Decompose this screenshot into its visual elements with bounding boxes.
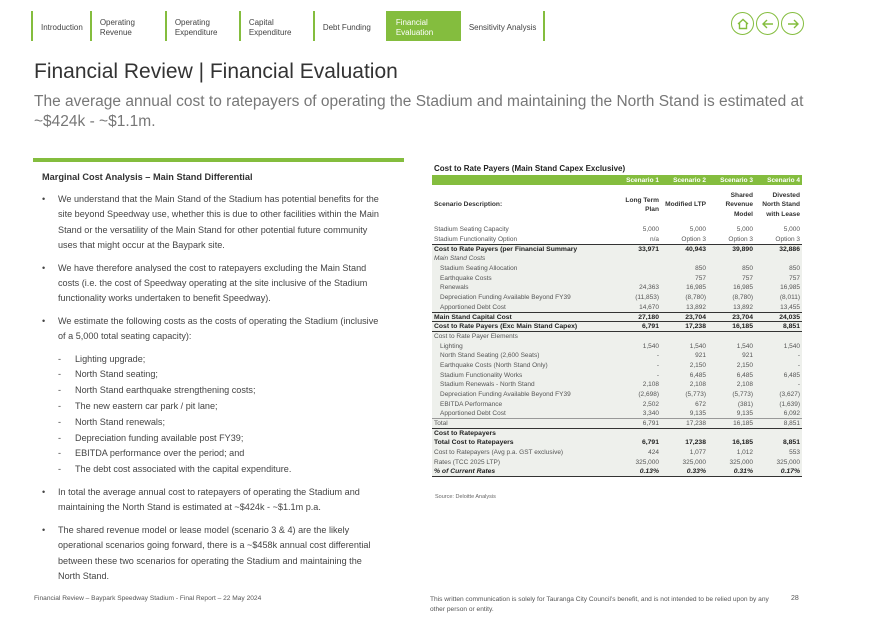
- cell: [614, 428, 661, 438]
- row-label: EBITDA Performance: [432, 399, 614, 409]
- cell: 1,540: [708, 341, 755, 351]
- tab-sensitivity-analysis[interactable]: Sensitivity Analysis: [459, 11, 546, 41]
- tab-financial-evaluation[interactable]: Financial Evaluation: [386, 11, 459, 41]
- cell: 6,485: [708, 370, 755, 380]
- cost-table: [432, 175, 802, 477]
- cell: 757: [755, 273, 802, 283]
- table-row: [432, 264, 802, 274]
- arrow-right-icon[interactable]: [781, 12, 804, 35]
- cell: -: [614, 370, 661, 380]
- cell: 921: [661, 351, 708, 361]
- cell: 8,851: [755, 438, 802, 448]
- cell: 921: [708, 351, 755, 361]
- cell: [614, 273, 661, 283]
- cell: 16,985: [708, 283, 755, 293]
- cell: 9,135: [708, 409, 755, 419]
- cell: 424: [614, 448, 661, 458]
- tab-operating-revenue[interactable]: Operating Revenue: [90, 11, 165, 41]
- cell: Option 3: [681, 235, 706, 243]
- row-label: % of Current Rates: [432, 467, 614, 477]
- analysis-text: [42, 192, 382, 591]
- cell: 1,012: [708, 448, 755, 458]
- cell: (8,011): [755, 293, 802, 303]
- section-nav: [31, 11, 545, 41]
- row-label: Main Stand Capital Cost: [432, 312, 614, 322]
- cell: -: [614, 351, 661, 361]
- cell: 16,185: [708, 322, 755, 332]
- home-icon[interactable]: [731, 12, 754, 35]
- arrow-left-icon[interactable]: [756, 12, 779, 35]
- cell: 6,791: [614, 322, 661, 332]
- table-row: [432, 312, 802, 322]
- cell: 5,000: [736, 226, 753, 234]
- cell: 672: [661, 399, 708, 409]
- page-subtitle: The average annual cost to ratepayers of operating the Stadium and maintaining the North Stand is estimated at ~$424k - ~$1.1m.: [34, 93, 804, 130]
- cell: [614, 332, 661, 342]
- source-note: Source: Deloitte Analysis: [435, 494, 496, 500]
- cell: 17,238: [661, 322, 708, 332]
- table-row: [432, 244, 802, 254]
- row-label: Depreciation Funding Available Beyond FY39: [432, 390, 614, 400]
- cell: 0.13%: [614, 467, 661, 477]
- cell: 5,000: [783, 226, 800, 234]
- cell: 757: [708, 273, 755, 283]
- bullet-point: • The shared revenue model or lease model (scenario 3 & 4) are the likely operational scenarios going forward, there is a ~$458k annual cost differential between these two scenarios for operating the Stadium and maintaining the North Stand.: [42, 523, 382, 585]
- cell: [755, 254, 802, 264]
- cell: 2,502: [614, 399, 661, 409]
- cell: -: [755, 361, 802, 371]
- cell: 325,000: [755, 458, 802, 468]
- table-row: [432, 351, 802, 361]
- row-label: Lighting: [432, 341, 614, 351]
- cell: 5,000: [689, 226, 706, 234]
- header-cell: Scenario 3: [708, 175, 755, 185]
- table-row: [432, 448, 802, 458]
- table-row: [432, 303, 802, 313]
- page-number: 28: [791, 595, 799, 602]
- section-heading: Marginal Cost Analysis – Main Stand Differential: [42, 172, 253, 182]
- row-label: Main Stand Costs: [432, 254, 614, 264]
- list-item: - North Stand earthquake strengthening costs;: [58, 383, 382, 399]
- cell: 16,185: [708, 419, 755, 429]
- cell: 325,000: [661, 458, 708, 468]
- cell: 17,238: [661, 419, 708, 429]
- cell: 757: [661, 273, 708, 283]
- row-label: Apportioned Debt Cost: [432, 409, 614, 419]
- cell: 9,135: [661, 409, 708, 419]
- footer-title: Financial Review – Baypark Speedway Stadium - Final Report – 22 May 2024: [34, 595, 262, 602]
- table-row: [432, 419, 802, 429]
- list-item: - The new eastern car park / pit lane;: [58, 399, 382, 415]
- row-label: Stadium Functionality Option: [434, 235, 518, 243]
- cell: 40,943: [661, 244, 708, 254]
- cell: 2,108: [661, 380, 708, 390]
- description-row: [432, 185, 802, 225]
- cell: 8,851: [755, 322, 802, 332]
- cell: (5,773): [708, 390, 755, 400]
- tab-capital-expenditure[interactable]: Capital Expenditure: [239, 11, 313, 41]
- table-row: [432, 225, 802, 235]
- table-header-row: [432, 175, 802, 185]
- bullet-point: • In total the average annual cost to ratepayers of operating the Stadium and maintaining the North Stand is estimated at ~$424k - ~$1.1m p.a.: [42, 485, 382, 516]
- cell: 2,150: [708, 361, 755, 371]
- table-row: [432, 409, 802, 419]
- cell: 8,851: [755, 419, 802, 429]
- cell: 6,092: [755, 409, 802, 419]
- cell: [755, 332, 802, 342]
- cell: 0.31%: [708, 467, 755, 477]
- list-item: - The debt cost associated with the capital expenditure.: [58, 462, 382, 478]
- row-label: Cost to Ratepayers (Avg p.a. GST exclusive): [432, 448, 614, 458]
- cell: 325,000: [614, 458, 661, 468]
- tab-debt-funding[interactable]: Debt Funding: [313, 11, 386, 41]
- table-row: [432, 428, 802, 438]
- cell: 2,150: [661, 361, 708, 371]
- footer-disclaimer: This written communication is solely for Tauranga City Council’s benefit, and is not intended to be relied upon by any other person or entity.: [430, 596, 769, 613]
- row-label: Scenario Description:: [434, 201, 503, 209]
- cell: Shared Revenue Model: [725, 192, 753, 218]
- cell: 16,985: [755, 283, 802, 293]
- cell: 6,791: [614, 419, 661, 429]
- cell: 13,455: [755, 303, 802, 313]
- cell: (8,780): [708, 293, 755, 303]
- list-item: - Depreciation funding available post FY39;: [58, 431, 382, 447]
- cell: Option 3: [728, 235, 753, 243]
- section-divider: [33, 158, 404, 162]
- row-label: Cost to Rate Payers (per Financial Summary: [432, 244, 614, 254]
- row-label: Cost to Rate Payers (Exc Main Stand Capex): [432, 322, 614, 332]
- cell: 6,791: [614, 438, 661, 448]
- table-row: [432, 283, 802, 293]
- row-label: Earthquake Costs: [432, 273, 614, 283]
- cell: 325,000: [708, 458, 755, 468]
- list-item: - North Stand renewals;: [58, 415, 382, 431]
- row-label: Stadium Renewals - North Stand: [432, 380, 614, 390]
- header-cell: Scenario 2: [661, 175, 708, 185]
- cell: [614, 254, 661, 264]
- table-row: [432, 322, 802, 332]
- table-row: [432, 370, 802, 380]
- cell: 13,892: [708, 303, 755, 313]
- row-label: Cost to Ratepayers: [432, 428, 614, 438]
- row-label: Stadium Seating Capacity: [434, 226, 509, 234]
- cell: 24,363: [614, 283, 661, 293]
- cell: 5,000: [642, 226, 659, 234]
- cell: [661, 254, 708, 264]
- row-label: Rates (TCC 2025 LTP): [432, 458, 614, 468]
- cell: [661, 332, 708, 342]
- cell: 32,886: [755, 244, 802, 254]
- cell: (11,853): [614, 293, 661, 303]
- cell: 39,890: [708, 244, 755, 254]
- cost-items-list: [42, 352, 382, 478]
- cell: 16,985: [661, 283, 708, 293]
- table-row: [432, 273, 802, 283]
- row-label: Stadium Functionality Works: [432, 370, 614, 380]
- cell: (3,627): [755, 390, 802, 400]
- cell: Option 3: [775, 235, 800, 243]
- row-label: Renewals: [432, 283, 614, 293]
- cell: Long Term Plan: [625, 196, 659, 213]
- cell: 850: [661, 264, 708, 274]
- table-row: [432, 399, 802, 409]
- cell: 0.17%: [755, 467, 802, 477]
- cell: 2,108: [708, 380, 755, 390]
- cell: [708, 332, 755, 342]
- page-title: Financial Review | Financial Evaluation: [34, 60, 398, 83]
- row-label: North Stand Seating (2,600 Seats): [432, 351, 614, 361]
- cell: 1,540: [614, 341, 661, 351]
- cell: 2,108: [614, 380, 661, 390]
- cell: [708, 428, 755, 438]
- cell: (8,780): [661, 293, 708, 303]
- cell: [708, 254, 755, 264]
- row-label: Cost to Rate Payer Elements: [432, 332, 614, 342]
- cell: 3,340: [614, 409, 661, 419]
- cell: 850: [708, 264, 755, 274]
- cell: 33,971: [614, 244, 661, 254]
- table-row: [432, 380, 802, 390]
- list-item: - EBITDA performance over the period; and: [58, 446, 382, 462]
- cell: 23,704: [708, 312, 755, 322]
- row-label: Earthquake Costs (North Stand Only): [432, 361, 614, 371]
- cell: n/a: [649, 235, 659, 243]
- bullet-point: • We have therefore analysed the cost to ratepayers excluding the Main Stand costs (i.e. the cost of Speedway operating at the site inclusive of the Stadium functionality works undertaken to benefit Speedway).: [42, 261, 382, 307]
- cell: 13,892: [661, 303, 708, 313]
- row-label: Total: [432, 419, 614, 429]
- nav-buttons: [731, 12, 804, 35]
- cell: 23,704: [661, 312, 708, 322]
- cell: Divested North Stand with Lease: [762, 192, 800, 218]
- list-item: - North Stand seating;: [58, 367, 382, 383]
- cell: [755, 428, 802, 438]
- cell: 1,540: [661, 341, 708, 351]
- list-item: - Lighting upgrade;: [58, 352, 382, 368]
- row-label: Total Cost to Ratepayers: [432, 438, 614, 448]
- table-row: [432, 458, 802, 468]
- bullet-point: • We estimate the following costs as the costs of operating the Stadium (inclusive of a 5,000 total seating capacity):: [42, 314, 382, 345]
- cell: 17,238: [661, 438, 708, 448]
- tab-introduction[interactable]: Introduction: [31, 11, 90, 41]
- table-row: [432, 293, 802, 303]
- cell: -: [755, 380, 802, 390]
- cell: 16,185: [708, 438, 755, 448]
- header-cell: Scenario 1: [614, 175, 661, 185]
- cell: 850: [755, 264, 802, 274]
- cell: (381): [708, 399, 755, 409]
- header-cell: Scenario 4: [755, 175, 802, 185]
- cell: 27,180: [614, 312, 661, 322]
- bullet-point: • We understand that the Main Stand of the Stadium has potential benefits for the site beyond Speedway use, whether this is due to other facilities within the Main Stand or the versatility of the Main Stand for other potential future community uses that might occur at the Baypark site.: [42, 192, 382, 254]
- row-label: Apportioned Debt Cost: [432, 303, 614, 313]
- cell: [661, 428, 708, 438]
- row-label: Stadium Seating Allocation: [432, 264, 614, 274]
- cell: 1,540: [755, 341, 802, 351]
- table-row: [432, 235, 802, 245]
- cell: Modified LTP: [665, 201, 706, 209]
- cell: 6,485: [661, 370, 708, 380]
- table-row: [432, 467, 802, 477]
- table-row: [432, 341, 802, 351]
- cell: 0.33%: [661, 467, 708, 477]
- table-row: [432, 390, 802, 400]
- table-row: [432, 332, 802, 342]
- cell: [614, 264, 661, 274]
- cell: (5,773): [661, 390, 708, 400]
- table-row: [432, 438, 802, 448]
- header-blank: [432, 175, 614, 185]
- table-row: [432, 361, 802, 371]
- cell: (2,698): [614, 390, 661, 400]
- cell: 553: [755, 448, 802, 458]
- cell: 24,035: [755, 312, 802, 322]
- table-title: Cost to Rate Payers (Main Stand Capex Exclusive): [434, 164, 626, 173]
- cell: 6,485: [755, 370, 802, 380]
- tab-operating-expenditure[interactable]: Operating Expenditure: [165, 11, 239, 41]
- cell: -: [614, 361, 661, 371]
- table-row: [432, 254, 802, 264]
- cell: 1,077: [661, 448, 708, 458]
- cell: (1,639): [755, 399, 802, 409]
- cell: -: [755, 351, 802, 361]
- cell: 14,670: [614, 303, 661, 313]
- row-label: Depreciation Funding Available Beyond FY39: [432, 293, 614, 303]
